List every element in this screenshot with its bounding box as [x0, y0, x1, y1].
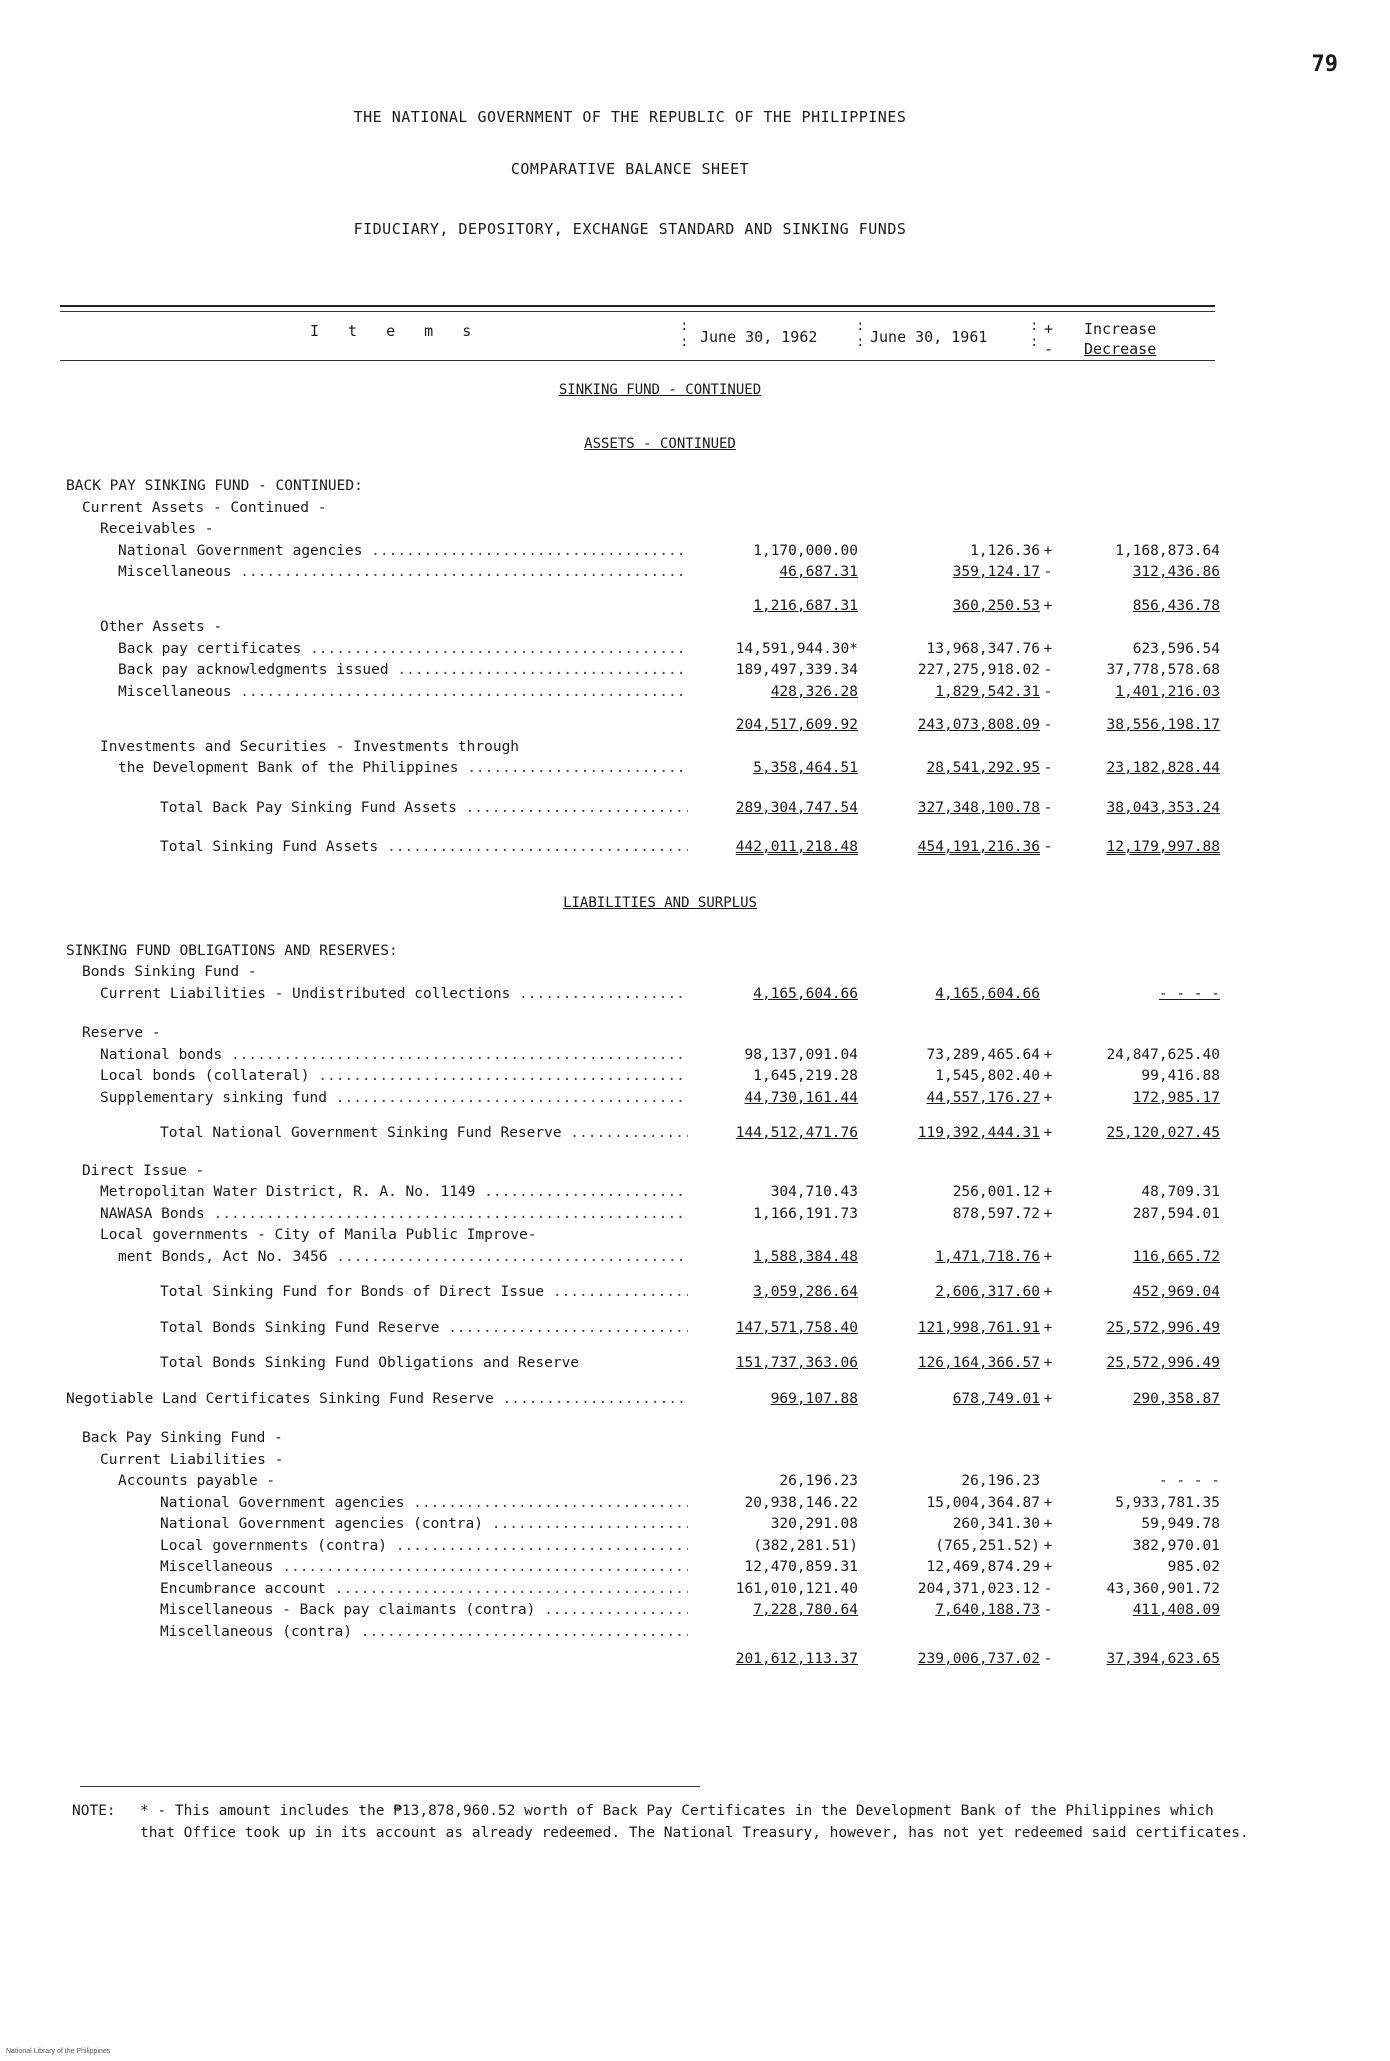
- value-june-1962: 26,196.23: [779, 1473, 858, 1489]
- value-june-1961: 4,165,604.66: [935, 985, 1040, 1002]
- value-june-1962: 289,304,747.54: [735, 799, 858, 816]
- value-june-1962: 428,326.28: [770, 683, 858, 700]
- value-change: 59,949.78: [1141, 1516, 1220, 1532]
- row-label: SINKING FUND OBLIGATIONS AND RESERVES:: [66, 942, 398, 959]
- table-row: [0, 662, 1390, 684]
- value-change: 290,358.87: [1132, 1390, 1220, 1407]
- table-row: [0, 739, 1390, 761]
- table-row: [0, 986, 1390, 1008]
- row-label: ment Bonds, Act No. 3456 .....: [118, 1249, 688, 1265]
- header-bottom-rule: [60, 360, 1215, 361]
- value-change: - - - -: [1158, 1473, 1220, 1489]
- change-sign: -: [1043, 1602, 1053, 1618]
- page-number: 79: [1311, 52, 1338, 77]
- table-row: [0, 1624, 1390, 1646]
- table-row: [0, 1025, 1390, 1047]
- change-sign: -: [1043, 717, 1053, 733]
- value-june-1962: 161,010,121.40: [735, 1580, 858, 1597]
- value-june-1962: 1,588,384.48: [753, 1248, 858, 1265]
- header-balance-sheet: COMPARATIVE BALANCE SHEET: [510, 160, 750, 178]
- value-june-1961: 26,196.23: [961, 1473, 1040, 1489]
- value-june-1961: 126,164,366.57: [917, 1355, 1040, 1371]
- row-label: Investments and Securities - Investments through: [100, 738, 520, 755]
- table-row: [0, 943, 1390, 965]
- row-label: Local governments - City of Manila Public Improve-: [100, 1227, 537, 1243]
- change-sign: +: [1043, 1068, 1053, 1084]
- value-change: 25,572,996.49: [1106, 1355, 1220, 1371]
- table-row: [0, 1206, 1390, 1228]
- change-sign: +: [1043, 1284, 1053, 1300]
- change-sign: +: [1043, 1390, 1053, 1407]
- table-row: [0, 1495, 1390, 1517]
- column-sign-plus: +: [1044, 320, 1054, 338]
- row-label: National Government agencies .....: [118, 543, 688, 559]
- table-row: [0, 598, 1390, 620]
- value-june-1961: 119,392,444.31: [917, 1125, 1040, 1141]
- row-label: National bonds .....: [100, 1047, 688, 1063]
- table-row: [0, 478, 1390, 500]
- change-sign: +: [1043, 1125, 1053, 1141]
- row-label: Back pay acknowledgments issued .....: [118, 662, 688, 678]
- change-sign: +: [1043, 1494, 1053, 1511]
- value-change: - - - -: [1158, 985, 1220, 1002]
- change-sign: +: [1043, 1046, 1053, 1063]
- table-row: [0, 1581, 1390, 1603]
- row-label: Miscellaneous .....: [160, 1559, 688, 1575]
- row-label: Miscellaneous - Back pay claimants (contra) .....: [160, 1602, 688, 1618]
- row-label: Total Bonds Sinking Fund Obligations and Reserve: [160, 1355, 580, 1371]
- value-june-1962: 304,710.43: [770, 1184, 858, 1200]
- value-june-1961: 15,004,364.87: [926, 1494, 1040, 1511]
- table-row: [0, 1452, 1390, 1474]
- table-row: [0, 641, 1390, 663]
- value-change: 312,436.86: [1132, 564, 1220, 580]
- value-june-1962: 98,137,091.04: [744, 1046, 858, 1063]
- change-sign: +: [1043, 1355, 1053, 1371]
- value-june-1962: 151,737,363.06: [735, 1355, 858, 1371]
- change-sign: +: [1043, 1319, 1053, 1336]
- value-change: 452,969.04: [1132, 1284, 1220, 1300]
- row-label: Receivables -: [100, 521, 214, 537]
- value-june-1962: 1,645,219.28: [753, 1068, 858, 1084]
- library-footer: National Library of the Philippines: [6, 2048, 111, 2055]
- row-label: Metropolitan Water District, R. A. No. 1149 .....: [100, 1184, 688, 1200]
- section-liabilities: LIABILITIES AND SURPLUS: [563, 894, 757, 911]
- table-row: [0, 1430, 1390, 1452]
- value-june-1962: 5,358,464.51: [753, 760, 858, 776]
- value-change: 287,594.01: [1132, 1205, 1220, 1222]
- row-label: Miscellaneous (contra) .....: [160, 1624, 688, 1640]
- row-label: Back pay certificates .....: [118, 641, 688, 657]
- row-label: Other Assets -: [100, 619, 223, 635]
- row-label: Accounts payable -: [118, 1473, 276, 1489]
- row-label: National Government agencies (contra) .....: [160, 1516, 688, 1532]
- value-change: 99,416.88: [1141, 1068, 1220, 1084]
- value-june-1961: 243,073,808.09: [917, 717, 1040, 733]
- value-june-1962: 14,591,944.30*: [735, 640, 858, 657]
- value-june-1962: 1,170,000.00: [753, 542, 858, 559]
- table-row: [0, 760, 1390, 782]
- value-june-1962: 20,938,146.22: [744, 1494, 858, 1511]
- column-june-1961: June 30, 1961: [870, 328, 988, 346]
- row-label: Local bonds (collateral) .....: [100, 1068, 688, 1084]
- row-label: Direct Issue -: [82, 1162, 205, 1179]
- table-row: [0, 500, 1390, 522]
- value-june-1961: 327,348,100.78: [917, 799, 1040, 816]
- row-label: Total Bonds Sinking Fund Reserve .....: [160, 1320, 688, 1336]
- table-row: [0, 1090, 1390, 1112]
- table-row: [0, 1651, 1390, 1673]
- value-change: 43,360,901.72: [1106, 1580, 1220, 1597]
- top-rule-2: [60, 311, 1215, 312]
- value-june-1961: 44,557,176.27: [926, 1089, 1040, 1106]
- value-change: 37,394,623.65: [1106, 1651, 1220, 1667]
- col-sep-3: : :: [1030, 318, 1039, 350]
- value-change: 37,778,578.68: [1106, 662, 1220, 678]
- column-decrease: Decrease: [1084, 340, 1157, 358]
- value-june-1961: 204,371,023.12: [917, 1580, 1040, 1597]
- value-june-1962: (382,281.51): [753, 1537, 858, 1554]
- value-june-1962: 44,730,161.44: [744, 1089, 858, 1106]
- table-row: [0, 564, 1390, 586]
- table-row: [0, 1284, 1390, 1306]
- row-label: National Government agencies .....: [160, 1495, 688, 1511]
- row-label: NAWASA Bonds .....: [100, 1206, 688, 1222]
- change-sign: -: [1043, 799, 1053, 816]
- value-change: 12,179,997.88: [1106, 839, 1220, 855]
- change-sign: +: [1043, 1516, 1053, 1532]
- change-sign: +: [1043, 1248, 1053, 1265]
- change-sign: +: [1043, 597, 1053, 614]
- value-change: 1,168,873.64: [1115, 542, 1220, 559]
- table-row: [0, 717, 1390, 739]
- value-june-1961: 227,275,918.02: [917, 662, 1040, 678]
- value-change: 985.02: [1167, 1559, 1220, 1575]
- value-change: 5,933,781.35: [1115, 1494, 1220, 1511]
- value-june-1962: 201,612,113.37: [735, 1651, 858, 1667]
- row-label: Total Back Pay Sinking Fund Assets .....: [160, 800, 688, 816]
- change-sign: +: [1043, 1205, 1053, 1222]
- change-sign: +: [1043, 1184, 1053, 1200]
- value-june-1961: 121,998,761.91: [917, 1319, 1040, 1336]
- table-row: [0, 1227, 1390, 1249]
- change-sign: -: [1043, 760, 1053, 776]
- value-change: 116,665.72: [1132, 1248, 1220, 1265]
- column-june-1962: June 30, 1962: [700, 328, 818, 346]
- change-sign: -: [1043, 1651, 1053, 1667]
- table-row: [0, 1163, 1390, 1185]
- table-row: [0, 1125, 1390, 1147]
- change-sign: -: [1043, 1580, 1053, 1597]
- table-row: [0, 521, 1390, 543]
- value-june-1962: 442,011,218.48: [735, 839, 858, 855]
- value-june-1961: (765,251.52): [935, 1537, 1040, 1554]
- value-june-1961: 360,250.53: [952, 597, 1040, 614]
- value-june-1962: 969,107.88: [770, 1390, 858, 1407]
- row-label: Encumbrance account .....: [160, 1581, 688, 1597]
- table-row: [0, 1047, 1390, 1069]
- row-label: the Development Bank of the Philippines .....: [118, 760, 688, 776]
- footnote-text: * - This amount includes the ₱13,878,960.52 worth of Back Pay Certificates in the Development Bank of the Philippines which that Office took up in its account as already redeemed. The National Treasury, however, has not yet redeemed said certificates.: [140, 1803, 1249, 1841]
- row-label: Total Sinking Fund Assets .....: [160, 839, 688, 855]
- value-june-1961: 260,341.30: [952, 1516, 1040, 1532]
- value-june-1962: 1,166,191.73: [753, 1205, 858, 1222]
- value-june-1962: 189,497,339.34: [735, 662, 858, 678]
- change-sign: -: [1043, 839, 1053, 855]
- table-row: [0, 1538, 1390, 1560]
- column-items: I t e m s: [310, 322, 482, 340]
- table-row: [0, 1068, 1390, 1090]
- table-row: [0, 1473, 1390, 1495]
- table-row: [0, 1391, 1390, 1413]
- value-june-1961: 13,968,347.76: [926, 640, 1040, 657]
- row-label: Current Liabilities - Undistributed collections .....: [100, 986, 688, 1002]
- value-change: 856,436.78: [1132, 597, 1220, 614]
- value-change: 172,985.17: [1132, 1089, 1220, 1106]
- row-label: Local governments (contra) .....: [160, 1538, 688, 1554]
- value-june-1961: 454,191,216.36: [917, 839, 1040, 855]
- value-change: 24,847,625.40: [1106, 1046, 1220, 1063]
- value-june-1961: 2,606,317.60: [935, 1284, 1040, 1300]
- table-row: [0, 964, 1390, 986]
- value-change: 382,970.01: [1132, 1537, 1220, 1554]
- column-sign-minus: -: [1044, 340, 1054, 358]
- table-row: [0, 1320, 1390, 1342]
- value-june-1962: 1,216,687.31: [753, 597, 858, 614]
- value-change: 48,709.31: [1141, 1184, 1220, 1200]
- value-june-1962: 46,687.31: [779, 564, 858, 580]
- change-sign: -: [1043, 564, 1053, 580]
- change-sign: -: [1043, 683, 1053, 700]
- table-row: [0, 1559, 1390, 1581]
- table-row: [0, 543, 1390, 565]
- value-june-1961: 239,006,737.02: [917, 1651, 1040, 1667]
- section-assets: ASSETS - CONTINUED: [584, 436, 736, 452]
- value-june-1962: 204,517,609.92: [735, 717, 858, 733]
- col-sep-1: : :: [680, 318, 689, 350]
- row-label: Reserve -: [82, 1025, 161, 1041]
- row-label: Miscellaneous .....: [118, 564, 688, 580]
- change-sign: -: [1043, 662, 1053, 678]
- value-change: 23,182,828.44: [1106, 760, 1220, 776]
- value-change: 25,120,027.45: [1106, 1125, 1220, 1141]
- value-june-1962: 4,165,604.66: [753, 985, 858, 1002]
- row-label: Back Pay Sinking Fund -: [82, 1430, 283, 1446]
- row-label: Bonds Sinking Fund -: [82, 964, 257, 980]
- value-june-1961: 28,541,292.95: [926, 760, 1040, 776]
- value-june-1961: 678,749.01: [952, 1390, 1040, 1407]
- header-funds: FIDUCIARY, DEPOSITORY, EXCHANGE STANDARD AND SINKING FUNDS: [353, 220, 907, 238]
- value-june-1962: 3,059,286.64: [753, 1284, 858, 1300]
- value-june-1961: 256,001.12: [952, 1184, 1040, 1200]
- header-government: THE NATIONAL GOVERNMENT OF THE REPUBLIC OF THE PHILIPPINES: [353, 108, 907, 126]
- value-june-1961: 12,469,874.29: [926, 1559, 1040, 1575]
- section-sinking-fund: SINKING FUND - CONTINUED: [558, 382, 762, 398]
- value-june-1961: 359,124.17: [952, 564, 1040, 580]
- change-sign: +: [1043, 1089, 1053, 1106]
- row-label: Total National Government Sinking Fund Reserve .....: [160, 1125, 688, 1141]
- table-row: [0, 684, 1390, 706]
- column-increase: Increase: [1084, 320, 1157, 338]
- table-row: [0, 1516, 1390, 1538]
- value-june-1961: 1,545,802.40: [935, 1068, 1040, 1084]
- value-june-1961: 7,640,188.73: [935, 1602, 1040, 1618]
- row-label: Total Sinking Fund for Bonds of Direct Issue .....: [160, 1284, 688, 1300]
- table-row: [0, 619, 1390, 641]
- note-rule: [80, 1786, 700, 1787]
- footnote-tag: NOTE:: [72, 1803, 116, 1819]
- value-june-1961: 1,471,718.76: [935, 1248, 1040, 1265]
- value-june-1962: 147,571,758.40: [735, 1319, 858, 1336]
- value-change: 25,572,996.49: [1106, 1319, 1220, 1336]
- table-row: [0, 800, 1390, 822]
- row-label: BACK PAY SINKING FUND - CONTINUED:: [66, 478, 363, 494]
- col-sep-2: : :: [856, 318, 865, 350]
- row-label: Current Liabilities -: [100, 1451, 284, 1468]
- row-label: Miscellaneous .....: [118, 684, 688, 700]
- change-sign: +: [1043, 1537, 1053, 1554]
- value-june-1962: 144,512,471.76: [735, 1125, 858, 1141]
- value-june-1961: 73,289,465.64: [926, 1046, 1040, 1063]
- top-rule: [60, 305, 1215, 307]
- table-row: [0, 1184, 1390, 1206]
- value-june-1962: 7,228,780.64: [753, 1602, 858, 1618]
- value-june-1961: 878,597.72: [952, 1205, 1040, 1222]
- value-june-1961: 1,829,542.31: [935, 683, 1040, 700]
- value-june-1962: 320,291.08: [770, 1516, 858, 1532]
- value-june-1961: 1,126.36: [970, 542, 1040, 559]
- value-change: 38,043,353.24: [1106, 799, 1220, 816]
- change-sign: +: [1043, 542, 1053, 559]
- value-change: 411,408.09: [1132, 1602, 1220, 1618]
- row-label: Supplementary sinking fund .....: [100, 1090, 688, 1106]
- table-row: [0, 1249, 1390, 1271]
- table-row: [0, 1602, 1390, 1624]
- change-sign: +: [1043, 1559, 1053, 1575]
- value-change: 38,556,198.17: [1106, 717, 1220, 733]
- value-change: 1,401,216.03: [1115, 683, 1220, 700]
- change-sign: +: [1043, 640, 1053, 657]
- value-june-1962: 12,470,859.31: [744, 1559, 858, 1575]
- row-label: Current Assets - Continued -: [82, 499, 327, 516]
- value-change: 623,596.54: [1132, 640, 1220, 657]
- table-row: [0, 839, 1390, 861]
- row-label: Negotiable Land Certificates Sinking Fund Reserve .....: [66, 1391, 688, 1407]
- table-row: [0, 1355, 1390, 1377]
